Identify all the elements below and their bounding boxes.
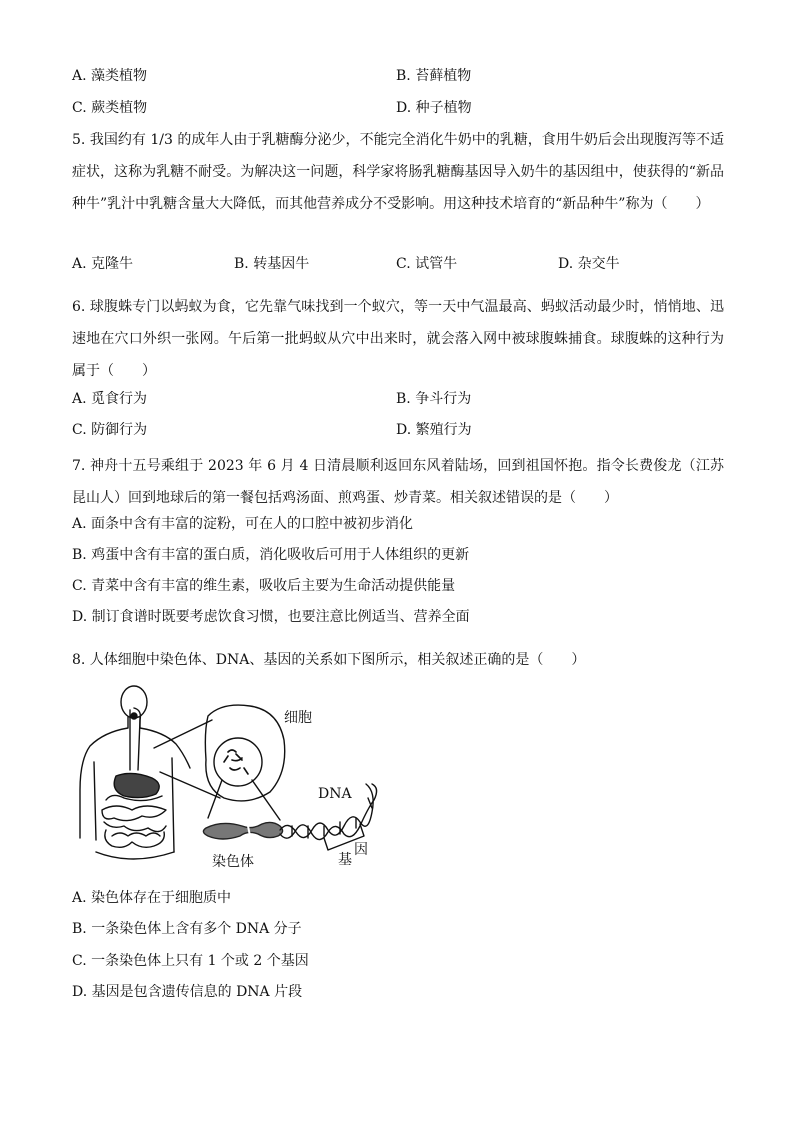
q8-stem: 8. 人体细胞中染色体、DNA、基因的关系如下图所示，相关叙述正确的是（ ） [72, 652, 586, 668]
q5-option-c: C. 试管牛 [396, 256, 458, 272]
q4-option-a: A. 藻类植物 [72, 68, 148, 84]
chromosome-label: 染色体 [212, 854, 254, 870]
cell-outline [205, 705, 284, 801]
q8-figure [72, 680, 392, 880]
q7-option-d: D. 制订食谱时既要考虑饮食习惯，也要注意比例适当、营养全面 [72, 609, 470, 625]
q4-option-d: D. 种子植物 [396, 100, 472, 116]
nucleus [214, 738, 262, 786]
gene-label-ji: 基 [338, 852, 352, 868]
q5-option-a: A. 克隆牛 [72, 256, 134, 272]
q7-option-c: C. 青菜中含有丰富的维生素，吸收后主要为生命活动提供能量 [72, 578, 456, 594]
q8-option-b: B. 一条染色体上含有多个 DNA 分子 [72, 921, 302, 937]
cell-label: 细胞 [284, 710, 312, 726]
q5-stem: 5. 我国约有 1/3 的成年人由于乳糖酶分泌少，不能完全消化牛奶中的乳糖，食用牛奶后会出现腹泻等不适症状，这称为乳糖不耐受。为解决这一问题，科学家将肠乳糖酶基因导入奶牛的基因组中，使获得的“新品种牛”乳汁中乳糖含量大大降低，而其他营养成分不受影响。用这种技术培育的“新品种牛”称为（ ） [72, 132, 724, 212]
q8-option-a: A. 染色体存在于细胞质中 [72, 890, 232, 906]
body-cell-dna-diagram [72, 680, 392, 880]
q8-option-c: C. 一条染色体上只有 1 个或 2 个基因 [72, 953, 309, 969]
q5-option-d: D. 杂交牛 [558, 256, 620, 272]
digestive-organs [102, 708, 166, 847]
q4-option-b: B. 苔藓植物 [396, 68, 472, 84]
q8-option-d: D. 基因是包含遗传信息的 DNA 片段 [72, 984, 303, 1000]
q7-stem: 7. 神舟十五号乘组于 2023 年 6 月 4 日清晨顺利返回东风着陆场，回到祖国怀抱。指令长费俊龙（江苏昆山人）回到地球后的第一餐包括鸡汤面、煎鸡蛋、炒青菜。相关叙述错误的是（ ） [72, 458, 724, 506]
dna-label: DNA [318, 786, 352, 802]
q6-stem: 6. 球腹蛛专门以蚂蚁为食，它先靠气味找到一个蚁穴，等一天中气温最高、蚂蚁活动最少时，悄悄地、迅速地在穴口外织一张网。午后第一批蚂蚁从穴中出来时，就会落入网中被球腹蛛捕食。球腹蛛的这种行为属于（ ） [72, 299, 724, 379]
gene-label-yin: 因 [354, 842, 368, 858]
q5-option-b: B. 转基因牛 [234, 256, 310, 272]
q6-option-a: A. 觅食行为 [72, 391, 148, 407]
q7-option-a: A. 面条中含有丰富的淀粉，可在人的口腔中被初步消化 [72, 516, 414, 532]
q7-option-b: B. 鸡蛋中含有丰富的蛋白质，消化吸收后可用于人体组织的更新 [72, 547, 470, 563]
q4-option-c: C. 蕨类植物 [72, 100, 148, 116]
chromosome [203, 822, 282, 839]
q6-option-c: C. 防御行为 [72, 422, 148, 438]
q6-option-d: D. 繁殖行为 [396, 422, 472, 438]
q6-option-b: B. 争斗行为 [396, 391, 472, 407]
